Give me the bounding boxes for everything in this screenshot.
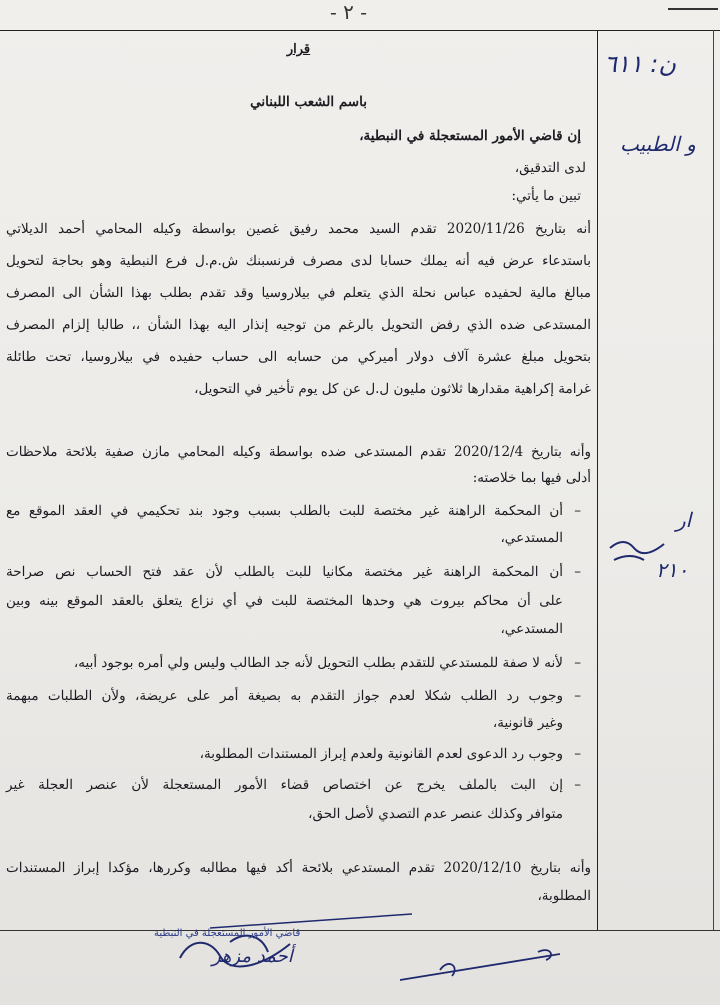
heading-people: باسم الشعب اللبناني [250,94,367,110]
decision-title: قرار [286,42,311,57]
bullet-2-line-3: المستدعي، [500,621,563,637]
margin-divider [597,30,598,930]
bullet-6-line-2: متوافر وكذلك عنصر عدم التصدي لأصل الحق، [308,806,563,822]
bullet-4-line-2: وغير قانونية، [492,715,563,731]
bottom-signature [390,940,570,995]
bullet-2-line-1: أن المحكمة الراهنة غير مختصة مكانيا للبت بالطلب لأن عقد فتح الحساب نص صراحة [6,564,563,580]
bullet-dash: – [574,688,581,704]
bullet-dash: – [574,746,581,762]
heading-examination: لدى التدقيق، [514,160,586,176]
para1-line-1: أنه بتاريخ 2020/11/26 تقدم السيد محمد رفيق غصين بواسطة وكيله المحامي أحمد الديلاتي [6,221,591,237]
top-rule [668,8,718,10]
para2-line-1: وأنه بتاريخ 2020/12/4 تقدم المستدعى ضده بواسطة وكيله المحامي مازن صفية بلائحة ملاحظات [6,444,591,460]
heading-judge: إن قاضي الأمور المستعجلة في النبطية، [359,128,581,144]
stamp-text: قاضي الأمور المستعجلة في النبطية [154,928,301,939]
para1-line-2: باستدعاء عرض فيه أنه يملك حسابا لدى مصرف فرنسبنك ش.م.ل فرع النبطية وهو بحاجة لتحويل [6,253,591,269]
bullet-dash: – [574,503,581,519]
margin-note-amount: ٢١٠ [656,558,689,582]
para2-line-2: أدلى فيها بما خلاصته: [472,470,591,486]
bullet-1-line-1: أن المحكمة الراهنة غير مختصة للبت بالطلب بسبب وجود بند تحكيمي في العقد الموقع مع [6,503,563,519]
signature-strokes [150,908,420,978]
bullet-dash: – [574,655,581,671]
bullet-4-line-1: وجوب رد الطلب شكلا لعدم جواز التقدم به بصيغة أمر على عريضة، ولأن الطلبات مبهمة [6,688,563,704]
bullet-6-line-1: إن البت بالملف يخرج عن اختصاص قضاء الأمور المستعجلة لأن عنصر العجلة غير [6,777,563,793]
margin-note-number: ن: ٦١١ [604,50,677,78]
bullet-2-line-2: على أن محاكم بيروت هي وحدها المختصة للبت في أي نزاع يتعلق بالعقد الموقع بينه وبين [6,593,563,609]
margin-divider-right [713,30,714,930]
bullet-5-line-1: وجوب رد الدعوى لعدم القانونية ولعدم إبراز المستندات المطلوبة، [199,746,563,762]
para3-line-2: المطلوبة، [537,888,591,904]
bullet-dash: – [574,777,581,793]
margin-note-name: و الطبيب [620,132,696,156]
page-number-mark: - ٢ - [330,0,367,24]
margin-note-ar: ار [676,508,692,532]
judge-signature: أحمد مزهر [212,946,293,967]
para1-line-6: غرامة إكراهية مقدارها ثلاثون مليون ل.ل عن كل يوم تأخير في التحويل، [194,381,591,397]
margin-scribble [604,530,674,570]
bullet-dash: – [574,564,581,580]
heading-findings: تبين ما يأتي: [511,188,581,204]
judge-stamp [150,908,420,978]
bullet-3-line-1: لأنه لا صفة للمستدعي للتقدم بطلب التحويل لأنه جد الطالب وليس ولي أمره بوجود أبيه، [73,655,563,671]
para3-line-1: وأنه بتاريخ 2020/12/10 تقدم المستدعي بلائحة أكد فيها مطالبه وكررها، مؤكدا إبراز المستندات [6,860,591,876]
para1-line-4: المستدعى ضده الذي رفض التحويل بالرغم من توجيه إنذار اليه بهذا الشأن ،، طالبا إلزام المصرف [6,317,591,333]
para1-line-5: بتحويل مبلغ عشرة آلاف دولار أميركي من حسابه الى حساب حفيده في بيلاروسيا، تحت طائلة [6,349,591,365]
bullet-1-line-2: المستدعي، [500,530,563,546]
para1-line-3: مبالغ مالية لحفيده عباس نحلة الذي يتعلم في بيلاروسيا وقد تقدم بطلب بهذا الشأن الى المصرف [6,285,591,301]
frame-top-line [0,30,720,31]
